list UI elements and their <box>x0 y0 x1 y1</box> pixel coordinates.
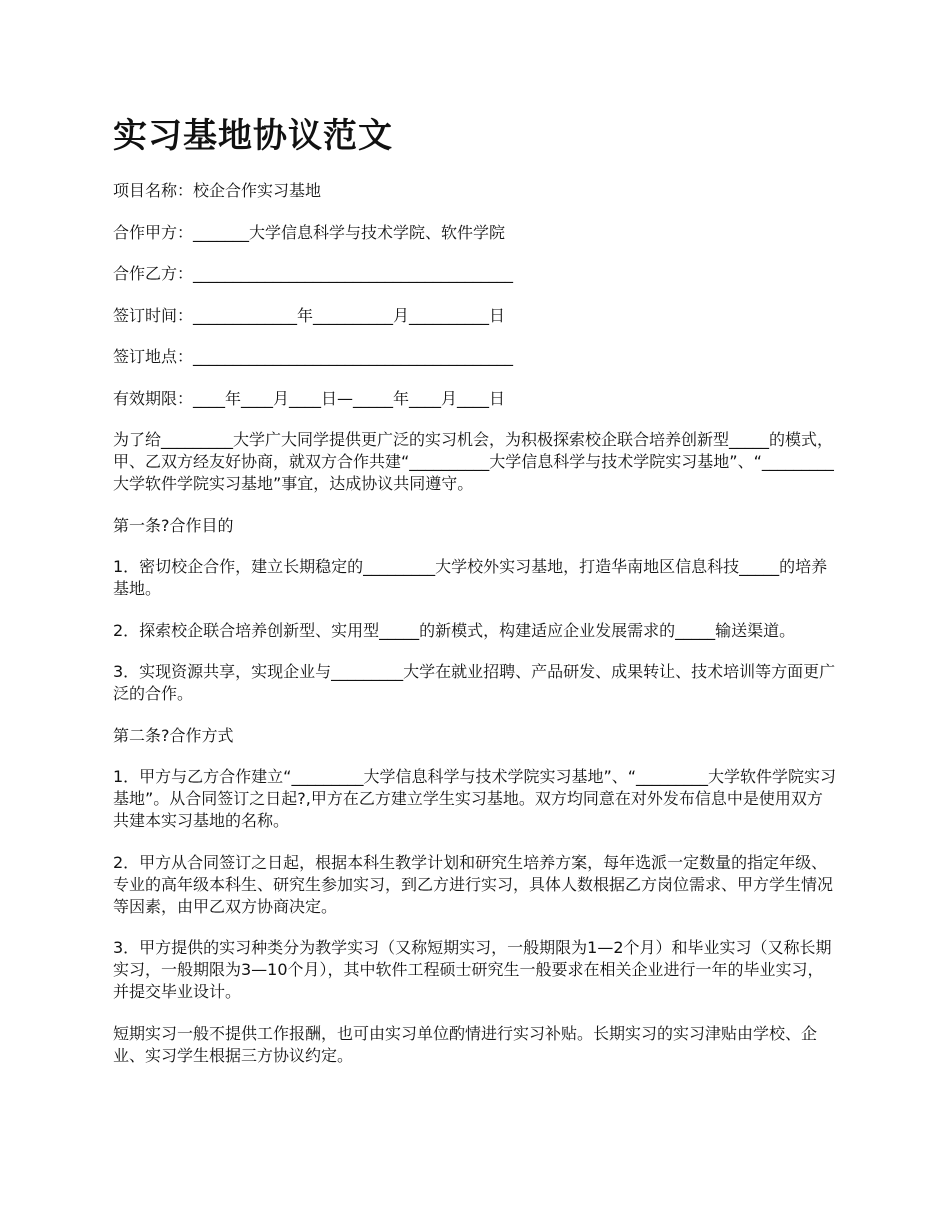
document-title: 实习基地协议范文 <box>113 116 393 156</box>
article-1-item: 1．密切校企合作，建立长期稳定的_________大学校外实习基地，打造华南地区信息科技_____的培养基地。 <box>113 557 828 598</box>
validity-line: 有效期限：____年____月____日—_____年____月____日 <box>113 388 506 408</box>
intro-paragraph: 为了给_________大学广大同学提供更广泛的实习机会，为积极探索校企联合培养创新型_____的模式，甲、乙双方经友好协商，就双方合作共建“__________大学信息科学与技术学院实习基地”、“_________大学软件学院实习基地”事宜，达成协议共同遵守。 <box>113 430 834 493</box>
article-2-item: 短期实习一般不提供工作报酬，也可由实习单位酌情进行实习补贴。长期实习的实习津贴由学校、企业、实习学生根据三方协议约定。 <box>113 1023 818 1065</box>
article-1-heading: 第一条?合作目的 <box>113 515 234 535</box>
party-a-line: 合作甲方：_______大学信息科学与技术学院、软件学院 <box>113 222 506 242</box>
document-page <box>113 112 838 1086</box>
article-2-item: 3．甲方提供的实习种类分为教学实习（又称短期实习，一般期限为1—2个月）和毕业实习（又称长期实习，一般期限为3—10个月），其中软件工程硕士研究生一般要求在相关企业进行一年的毕业实习，并提交毕业设计。 <box>113 938 832 1001</box>
article-2-item: 1．甲方与乙方合作建立“_________大学信息科学与技术学院实习基地”、“_________大学软件学院实习基地”。从合同签订之日起?,甲方在乙方建立学生实习基地。双方均同意在对外发布信息中是使用双方共建本实习基地的名称。 <box>113 767 837 830</box>
article-2-item: 2．甲方从合同签订之日起，根据本科生教学计划和研究生培养方案，每年选派一定数量的指定年级、专业的高年级本科生、研究生参加实习，到乙方进行实习，具体人数根据乙方岗位需求、甲方学生情况等因素，由甲乙双方协商决定。 <box>113 852 834 916</box>
sign-place-line: 签订地点：________________________________________ <box>113 347 514 366</box>
article-2-heading: 第二条?合作方式 <box>113 725 234 745</box>
article-1-item: 2．探索校企联合培养创新型、实用型_____的新模式，构建适应企业发展需求的_____输送渠道。 <box>113 620 796 640</box>
article-1-item: 3．实现资源共享，实现企业与_________大学在就业招聘、产品研发、成果转让、技术培训等方面更广泛的合作。 <box>113 662 836 703</box>
party-b-line: 合作乙方：________________________________________ <box>113 264 514 283</box>
project-name-line: 项目名称：校企合作实习基地 <box>113 181 322 200</box>
sign-time-line: 签订时间：_____________年__________月__________日 <box>113 305 506 325</box>
